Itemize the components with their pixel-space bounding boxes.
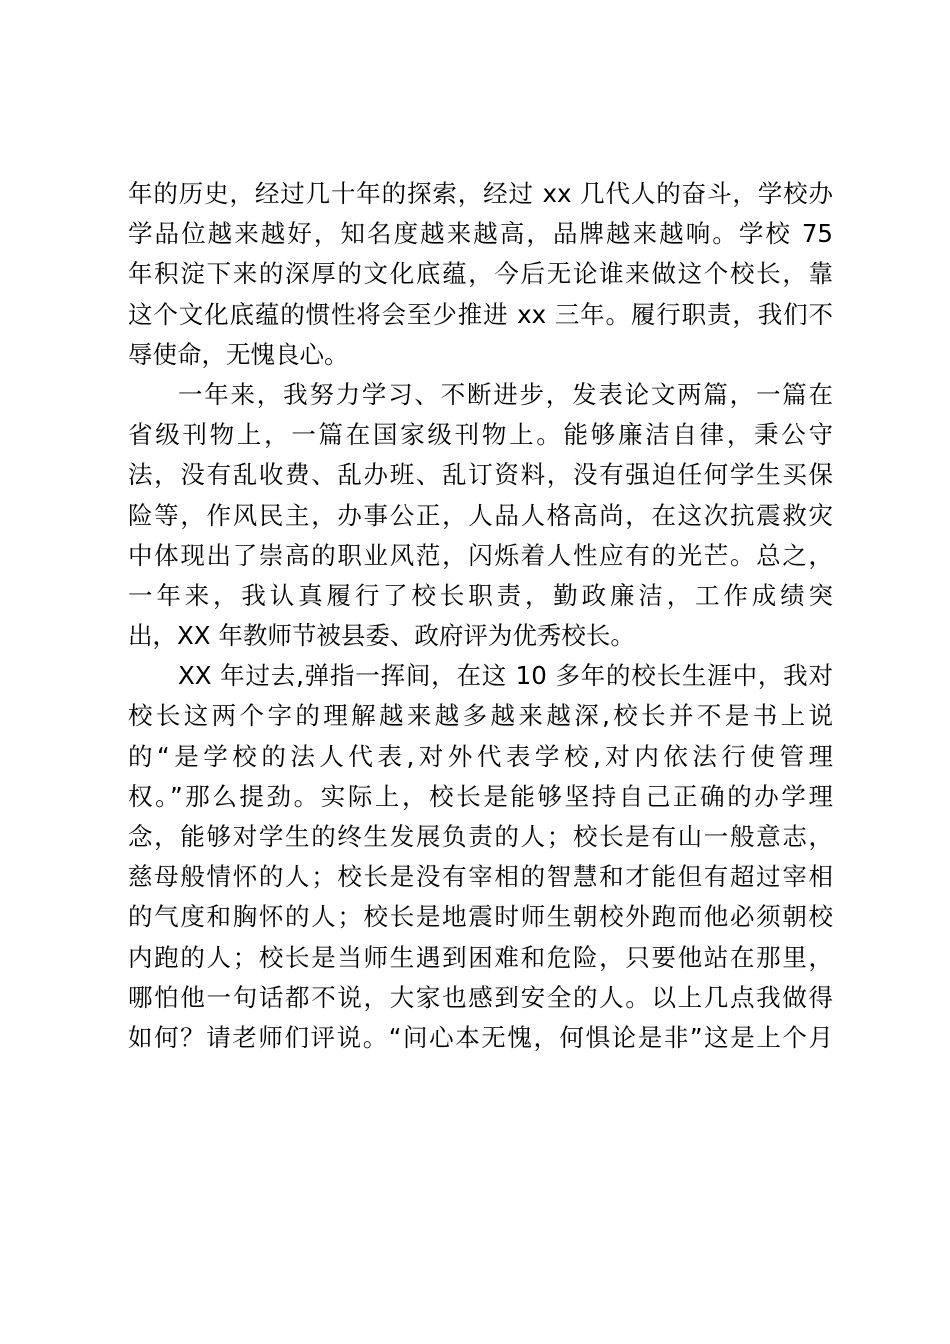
text-line: 学品位越来越好，知名度越来越高，品牌越来越响。学校 75 xyxy=(128,219,833,249)
text-line: 这个文化底蕴的惯性将会至少推进 xx 三年。履行职责，我们不 xyxy=(128,299,833,329)
paragraph-2 xyxy=(128,375,833,656)
text-line: 念，能够对学生的终生发展负责的人；校长是有山一般意志， xyxy=(128,822,833,851)
text-line: 权。”那么提劲。实际上，校长是能够坚持自己正确的办学理 xyxy=(128,781,833,811)
text-line: 的“是学校的法人代表,对外代表学校,对内依法行使管理 xyxy=(128,741,833,771)
text-line: 年的历史，经过几十年的探索，经过 xx 几代人的奋斗，学校办 xyxy=(128,179,833,208)
text-line: 如何？请老师们评说。“问心本无愧，何惧论是非”这是上个月 xyxy=(128,1022,833,1052)
text-line: 出，XX 年教师节被县委、政府评为优秀校长。 xyxy=(128,621,635,651)
text-line: XX 年过去,弹指一挥间，在这 10 多年的校长生涯中，我对 xyxy=(178,661,833,691)
text-line: 辱使命，无愧良心。 xyxy=(128,339,349,369)
text-line: 法，没有乱收费、乱办班、乱订资料，没有强迫任何学生买保 xyxy=(128,460,833,490)
text-line: 哪怕他一句话都不说，大家也感到安全的人。以上几点我做得 xyxy=(128,982,833,1012)
text-line: 省级刊物上，一篇在国家级刊物上。能够廉洁自律，秉公守 xyxy=(128,420,833,450)
text-line: 年积淀下来的深厚的文化底蕴，今后无论谁来做这个校长，靠 xyxy=(128,259,833,289)
text-line: 慈母般情怀的人；校长是没有宰相的智慧和才能但有超过宰相 xyxy=(128,862,833,892)
text-line: 一年来，我努力学习、不断进步，发表论文两篇，一篇在 xyxy=(178,379,833,409)
paragraph-3 xyxy=(128,656,833,1058)
text-line: 内跑的人；校长是当师生遇到困难和危险，只要他站在那里， xyxy=(128,942,833,972)
text-line: 校长这两个字的理解越来越多越来越深,校长并不是书上说 xyxy=(128,701,833,731)
document-body xyxy=(128,174,833,1058)
text-line: 险等，作风民主，办事公正，人品人格高尚，在这次抗震救灾 xyxy=(128,500,833,530)
paragraph-1 xyxy=(128,174,833,375)
text-line: 一年来，我认真履行了校长职责，勤政廉洁，工作成绩突 xyxy=(128,580,833,610)
text-line: 的气度和胸怀的人；校长是地震时师生朝校外跑而他必须朝校 xyxy=(128,902,833,932)
text-line: 中体现出了崇高的职业风范，闪烁着人性应有的光芒。总之， xyxy=(128,540,833,570)
